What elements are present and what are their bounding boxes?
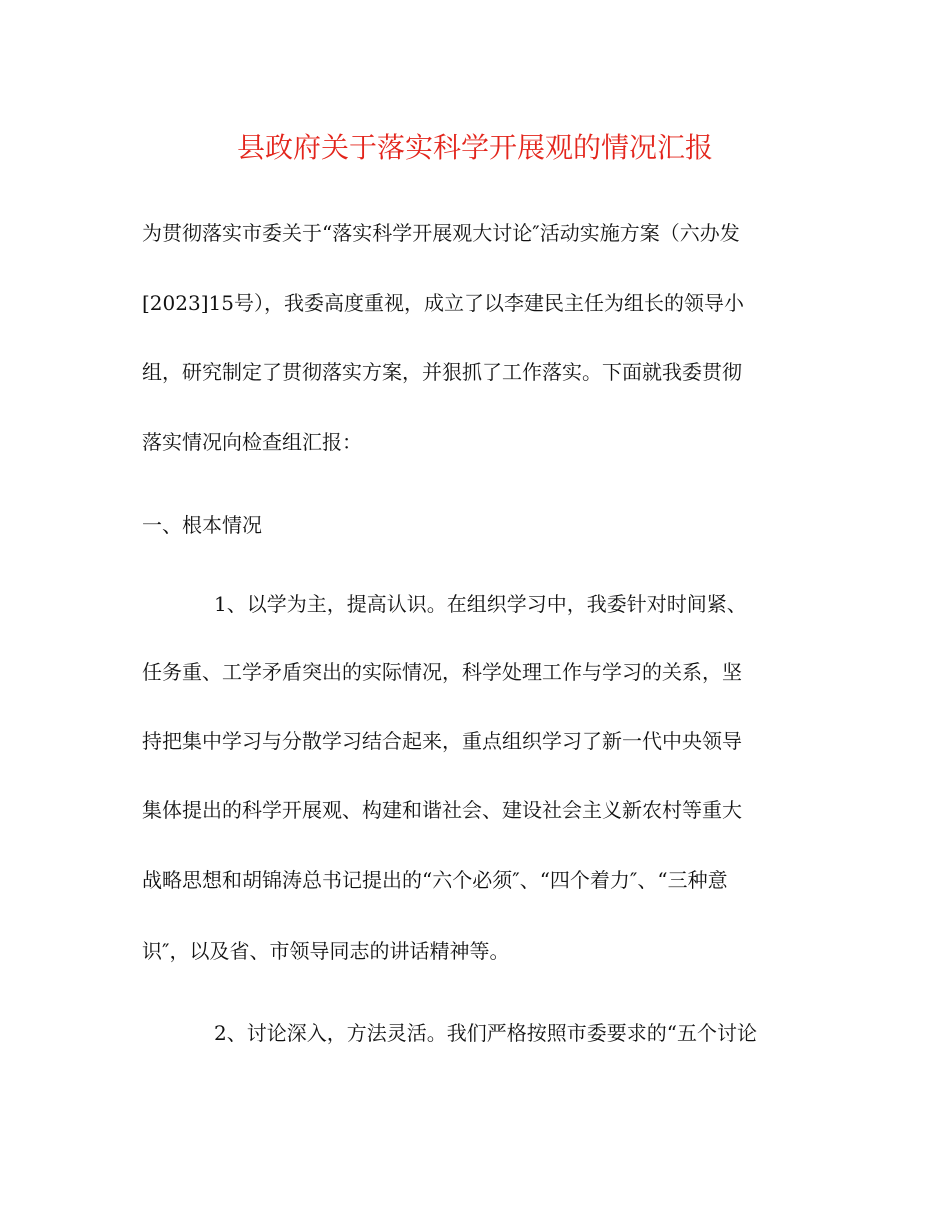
paragraph-line: [2023]15号），我委高度重视，成立了以李建民主任为组长的领导小 [142,291,744,315]
paragraph-line: 识″，以及省、市领导同志的讲话精神等。 [142,939,510,963]
paragraph-line: 2、讨论深入，方法灵活。我们严格按照市委要求的“五个讨论 [214,1021,757,1045]
paragraph-line: 组，研究制定了贯彻落实方案，并狠抓了工作落实。下面就我委贯彻 [142,360,742,384]
section-heading: 一、根本情况 [142,513,262,537]
paragraph-line: 集体提出的科学开展观、构建和谐社会、建设社会主义新农村等重大 [142,798,742,822]
paragraph-line: 持把集中学习与分散学习结合起来，重点组织学习了新一代中央领导 [142,729,742,753]
paragraph-line: 任务重、工学矛盾突出的实际情况，科学处理工作与学习的关系，坚 [142,660,742,684]
paragraph-line: 1、以学为主，提高认识。在组织学习中，我委针对时间紧、 [214,592,747,616]
document-title: 县政府关于落实科学开展观的情况汇报 [236,131,713,164]
paragraph-line: 落实情况向检查组汇报： [142,430,362,454]
paragraph-line: 为贯彻落实市委关于“落实科学开展观大讨论″活动实施方案（六办发 [142,221,740,245]
paragraph-line: 战略思想和胡锦涛总书记提出的“六个必须″、“四个着力″、“三种意 [142,868,728,892]
